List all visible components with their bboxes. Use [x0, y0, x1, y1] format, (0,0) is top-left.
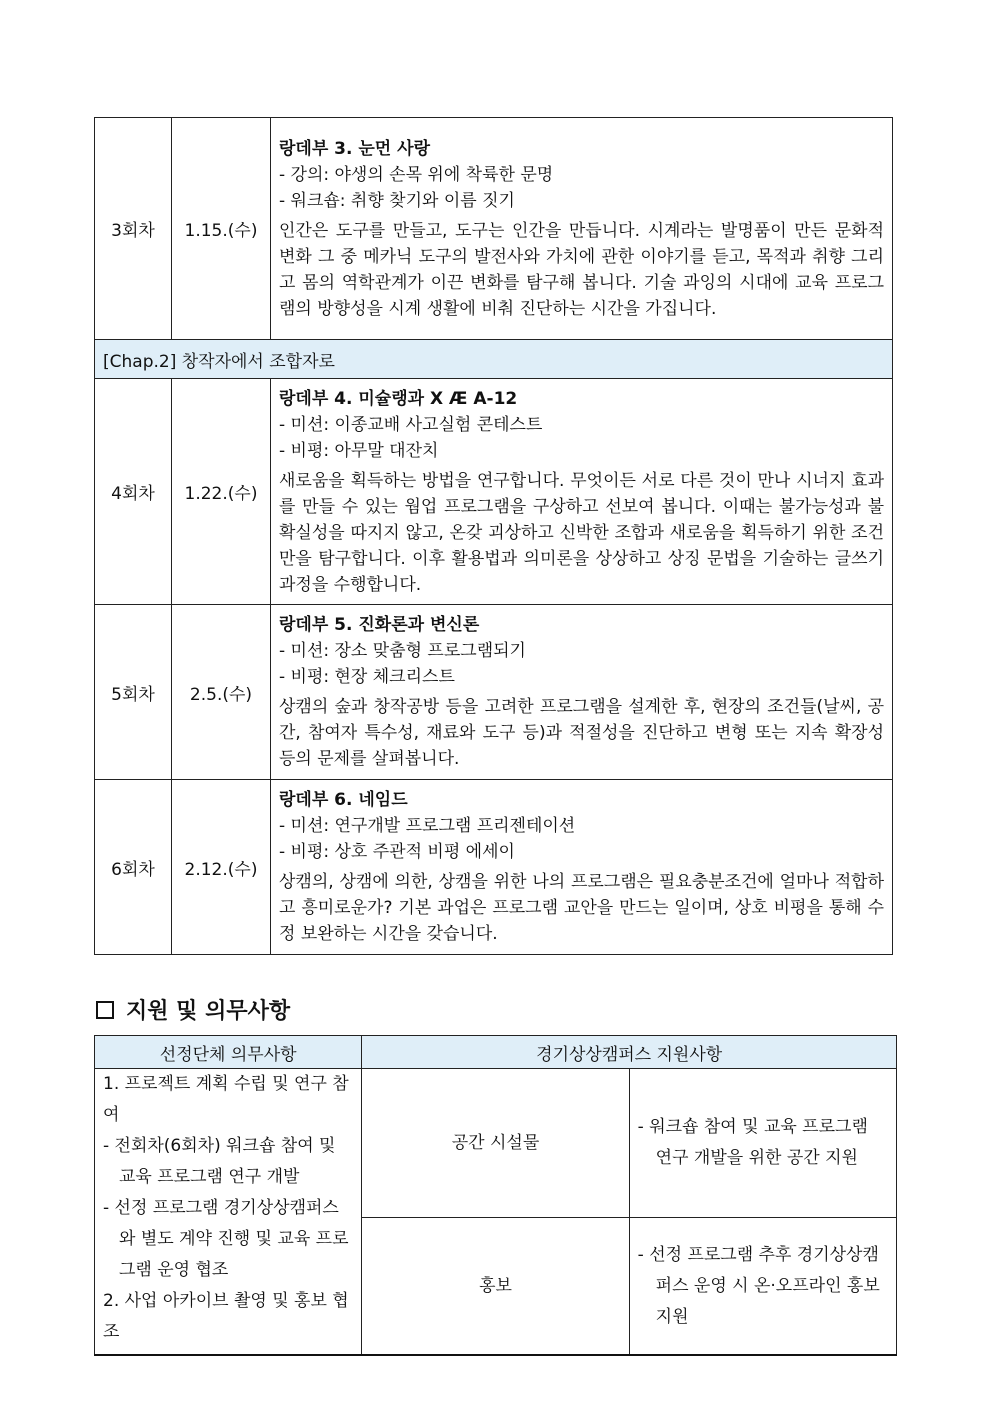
schedule-table: [94, 117, 893, 955]
header-obligation: 선정단체 의무사항: [95, 1036, 362, 1069]
support-text: [629, 1069, 896, 1218]
session-title: 랑데부 4. 미슐랭과 X Æ A-12: [279, 388, 518, 409]
session-cell: 4회차: [95, 379, 172, 605]
session-description: 상캠의, 상캠에 의한, 상캠을 위한 나의 프로그램은 필요충분조건에 얼마나 적합하고 흥미로운가? 기본 과업은 프로그램 교안을 만드는 일이며, 상호 비평을 통해 수정 보완하는 시간을 갖습니다.: [279, 872, 884, 944]
content-cell: [271, 605, 893, 780]
bullet: - 미션: 장소 맞춤형 프로그램되기: [279, 641, 526, 661]
support-category: 홍보: [362, 1218, 629, 1355]
session-title: 랑데부 3. 눈먼 사랑: [279, 138, 430, 159]
obligations-cell: [95, 1069, 362, 1356]
support-table: [94, 1035, 897, 1356]
content-cell: [271, 780, 893, 955]
support-category: 공간 시설물: [362, 1069, 629, 1218]
support-item: - 선정 프로그램 추후 경기상상캠퍼스 운영 시 온·오프라인 홍보 지원: [637, 1244, 880, 1327]
bullet: - 비평: 아무말 대잔치: [279, 440, 439, 461]
header-row: [95, 1036, 897, 1069]
bullet: - 워크숍: 취향 찾기와 이름 짓기: [279, 190, 515, 211]
table-row: [95, 780, 893, 955]
bullet: - 미션: 이종교배 사고실험 콘테스트: [279, 414, 543, 435]
table-row: [95, 118, 893, 340]
date-cell: 1.15.(수): [172, 118, 271, 340]
square-bullet-icon: [96, 1001, 114, 1019]
chapter-row: [95, 340, 893, 379]
section-title: 지원 및 의무사항: [126, 999, 291, 1024]
bullet: - 강의: 야생의 손목 위에 착륙한 문명: [279, 164, 554, 185]
support-item: - 워크숍 참여 및 교육 프로그램 연구 개발을 위한 공간 지원: [637, 1117, 868, 1169]
support-text: [629, 1218, 896, 1355]
date-cell: 1.22.(수): [172, 379, 271, 605]
chapter-title: [Chap.2] 창작자에서 조합자로: [95, 340, 893, 379]
date-cell: 2.5.(수): [172, 605, 271, 780]
obligation-item: - 전회차(6회차) 워크숍 참여 및 교육 프로그램 연구 개발: [103, 1136, 336, 1187]
session-title: 랑데부 5. 진화론과 변신론: [279, 615, 480, 635]
session-cell: 6회차: [95, 780, 172, 955]
bullet: - 비평: 현장 체크리스트: [279, 667, 455, 687]
obligation-item: - 선정 프로그램 경기상상캠퍼스와 별도 계약 진행 및 교육 프로그램 운영 협조: [103, 1198, 349, 1280]
content-cell: [271, 118, 893, 340]
bullet: - 비평: 상호 주관적 비평 에세이: [279, 842, 515, 862]
session-description: 인간은 도구를 만들고, 도구는 인간을 만듭니다. 시계라는 발명품이 만든 문화적 변화 그 중 메카닉 도구의 발전사와 가치에 관한 이야기를 듣고, 목적과 취향 그리고 몸의 역학관계가 이끈 변화를 탐구해 봅니다. 기술 과잉의 시대에 교육 프로그램의 방향성을 시계 생활에 비춰 진단하는 시간을 가집니다.: [279, 220, 884, 319]
table-row: [95, 379, 893, 605]
table-row: [95, 605, 893, 780]
session-cell: 5회차: [95, 605, 172, 780]
obligation-item: 1. 프로젝트 계획 수립 및 연구 참여: [103, 1074, 349, 1125]
bullet: - 미션: 연구개발 프로그램 프리젠테이션: [279, 816, 576, 836]
session-cell: 3회차: [95, 118, 172, 340]
session-description: 상캠의 숲과 창작공방 등을 고려한 프로그램을 설계한 후, 현장의 조건들(날씨, 공간, 참여자 특수성, 재료와 도구 등)과 적절성을 진단하고 변형 또는 지속 확장성 등의 문제를 살펴봅니다.: [279, 697, 884, 769]
obligation-item: 2. 사업 아카이브 촬영 및 홍보 협조: [103, 1291, 349, 1342]
content-cell: [271, 379, 893, 605]
table-row: [95, 1069, 897, 1218]
section-heading: [96, 994, 290, 1025]
date-cell: 2.12.(수): [172, 780, 271, 955]
header-support: 경기상상캠퍼스 지원사항: [362, 1036, 897, 1069]
session-title: 랑데부 6. 네임드: [279, 790, 408, 810]
session-description: 새로움을 획득하는 방법을 연구합니다. 무엇이든 서로 다른 것이 만나 시너지 효과를 만들 수 있는 웜업 프로그램을 구상하고 선보여 봅니다. 이때는 불가능성과 불확실성을 따지지 않고, 온갖 괴상하고 신박한 조합과 새로움을 획득하기 위한 조건만을 탐구합니다. 이후 활용법과 의미론을 상상하고 상징 문법을 기술하는 글쓰기 과정을 수행합니다.: [279, 470, 884, 595]
